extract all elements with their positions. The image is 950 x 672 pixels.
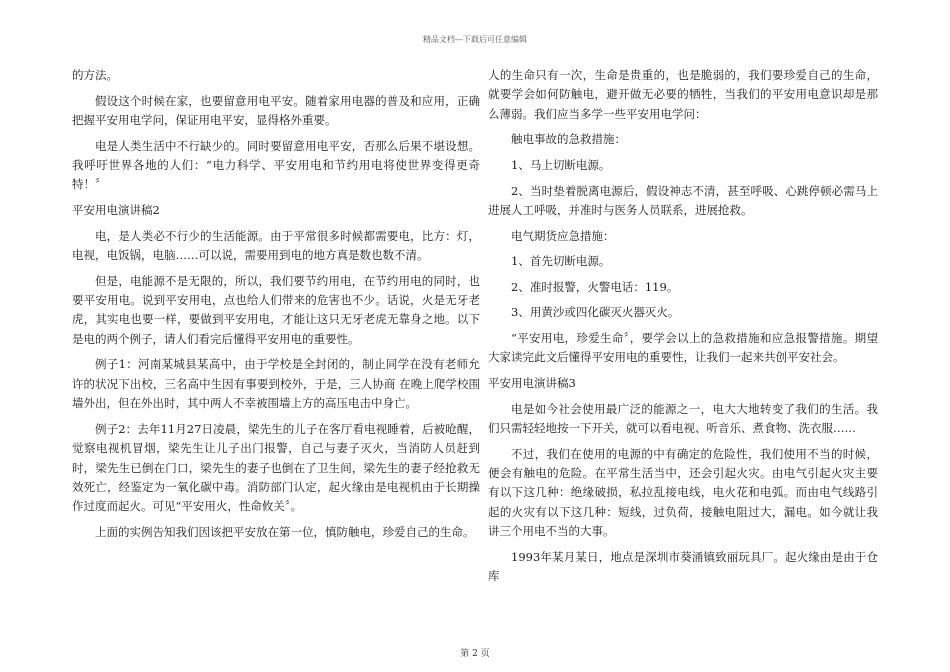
paragraph: 例子1：河南某城县某高中，由于学校是全封闭的，制止同学在没有老师允许的状况下出校，三名高中生因有事要到校外，于是，三人协商 在晚上爬学校围墙外出，但在外出时，其中两人不幸被围墙上方的高压电击中身亡。 [72, 357, 480, 411]
paragraph: 3、用黄沙或四化碳灭火器灭火。 [511, 305, 680, 320]
paragraph: 但是，电能源不是无限的，所以，我们要节约用电，在节约用电的同时，也要平安用电。说到平安用电，点也给人们带来的危害也不少。话说，火是无牙老虎，其实电也要一样，要做到平安用电，才能让这只无牙老虎无靠身之地。以下是电的两个例子，请人们看完后懂得平安用电的重要性。 [72, 273, 480, 346]
paragraph: 触电事故的急救措施： [511, 132, 626, 147]
left-column [72, 66, 480, 549]
paragraph: 上面的实例告知我们因该把平安放在第一位，慎防触电，珍爱自己的生命。 [95, 525, 475, 540]
section-heading: 平安用电演讲稿3 [488, 375, 576, 390]
paragraph: “平安用电，珍爱生命〞，要学会以上的急救措施和应急报警措施。期望大家读完此文后懂得平安用电的重要性，让我们一起来共创平安社会。 [488, 330, 878, 365]
paragraph: 电气期货应急措施： [511, 228, 615, 243]
paragraph: 不过，我们在使用的电源的中有确定的危险性，我们使用不当的时候，便会有触电的危险。在平常生活当中，还会引起火灾。由电气引起火灾主要有以下这几种：绝缘破损，私拉乱接电线，电火花和电弧。而由电气线路引起的火灾有以下这几种：短线，过负荷，接触电阻过大，漏电。如今就让我讲三个用电不当的大事。 [488, 446, 878, 539]
paragraph: 电，是人类必不行少的生活能源。由于平常很多时候都需要电，比方：灯，电视，电饭锅，电脑……可以说，需要用到电的地方真是数也数不清。 [72, 228, 480, 262]
paragraph: 电是人类生活中不行缺少的。同时要留意用电平安，否那么后果不堪设想。我呼吁世界各地的人们：“电力科学、平安用电和节约用电将使世界变得更奇特！〞 [72, 138, 480, 192]
paragraph: 电是如今社会使用最广泛的能源之一，电大大地转变了我们的生活。我们只需轻轻地按一下开关，就可以看电视、听音乐、煮食物、洗衣服…… [488, 401, 878, 435]
right-column [488, 66, 878, 593]
paragraph: 例子2：去年11月27日凌晨，梁先生的儿子在客厅看电视睡着，后被呛醒，觉察电视机冒烟，梁先生让儿子出门报警，自己与妻子灭火，当消防人员赶到时，梁先生已倒在门口，梁先生的妻子也倒在了卫生间，梁先生的妻子经抢救无效死亡，经鉴定为一氧化碳中毒。消防部门认定，起火缘由是电视机由于长期操作过度而起火。可见“平安用火，性命攸关〞。 [72, 421, 480, 514]
paragraph: 假设这个时候在家，也要留意用电平安。随着家用电器的普及和应用，正确把握平安用电学问，保证用电平安，显得格外重要。 [72, 93, 480, 127]
paragraph: 的方法。 [72, 68, 118, 82]
page-footer: 第 2 页 [460, 649, 490, 659]
section-heading: 平安用电演讲稿2 [72, 203, 160, 217]
paragraph: 2、准时报警，火警电话：119。 [511, 279, 679, 294]
paragraph: 1993年某月某日，地点是深圳市葵涌镇致丽玩具厂。起火缘由是由于仓库 [488, 549, 878, 584]
paragraph: 人的生命只有一次，生命是贵重的，也是脆弱的，我们要珍爱自己的生命，就要学会如何防触电，避开做无必要的牺牲，当我们的平安用电意识却是那么薄弱。我们应当多学一些平安用电学问： [488, 68, 878, 121]
paragraph: 1、马上切断电源。 [511, 158, 611, 172]
paragraph: 2、当时垫着脱离电源后，假设神志不清，甚至呼吸、心跳停顿必需马上进展人工呼吸，并准时与医务人员联系，进展抢救。 [488, 183, 878, 217]
paragraph: 1、首先切断电源。 [511, 254, 611, 269]
page-header: 精品文档---下载后可任意编辑 [422, 35, 528, 44]
